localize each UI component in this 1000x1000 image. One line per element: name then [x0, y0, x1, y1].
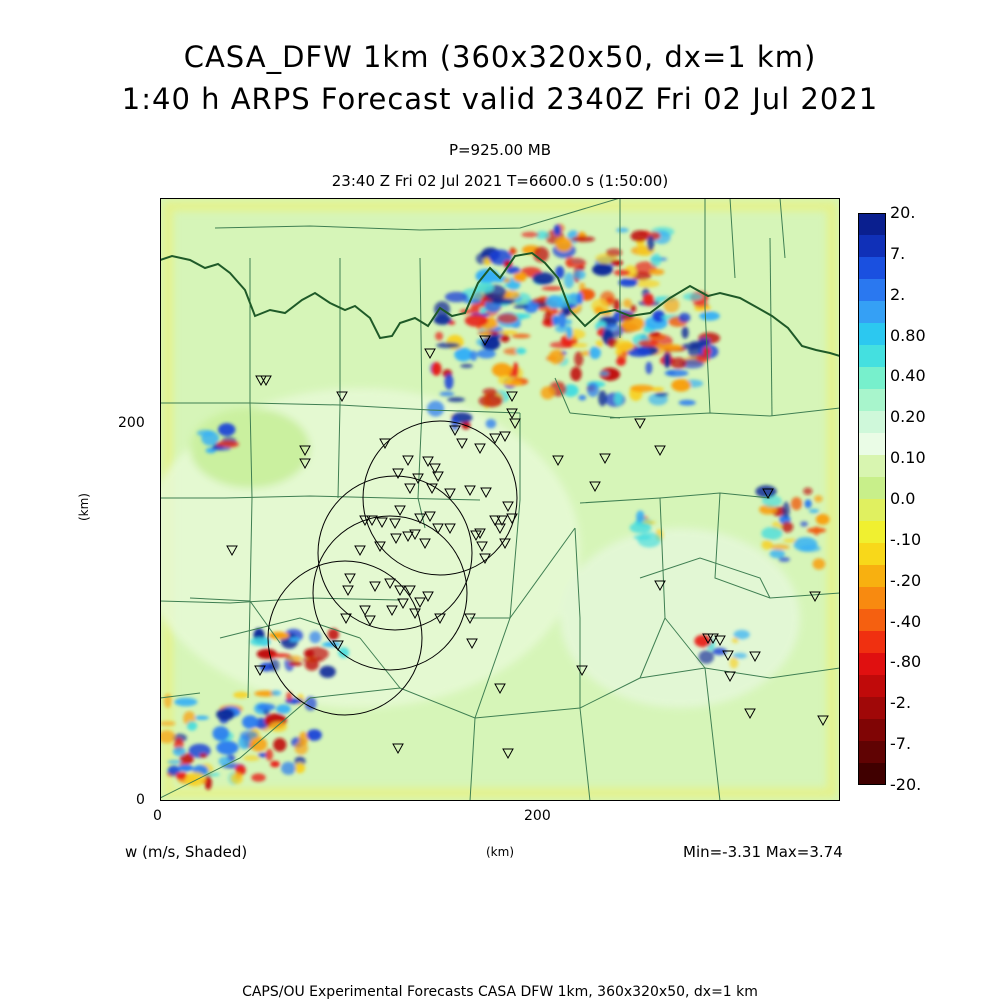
colorbar-swatch — [858, 323, 886, 346]
pressure-level: P=925.00 MB — [448, 141, 552, 159]
w-shading-cell — [500, 334, 509, 342]
w-shading-cell — [634, 535, 651, 540]
w-shading-cell — [655, 392, 669, 396]
w-shading-cell — [556, 237, 573, 252]
w-shading-cell — [577, 292, 583, 305]
w-shading-cell — [541, 386, 555, 399]
w-shading-cell — [614, 270, 630, 276]
w-shading-cell — [289, 661, 303, 666]
w-shading-cell — [762, 540, 773, 550]
w-shading-cell — [616, 228, 629, 233]
w-shading-cell — [460, 364, 473, 368]
w-shading-cell — [756, 485, 777, 497]
colorbar-swatch — [858, 455, 886, 478]
w-shading-cell — [440, 392, 455, 397]
w-shading-cell — [505, 293, 511, 298]
w-shading-cell — [434, 315, 452, 325]
w-shading-cell — [683, 293, 703, 301]
colorbar-label: -.80 — [890, 652, 922, 672]
colorbar-label: 0.20 — [890, 407, 926, 427]
w-shading-cell — [814, 495, 823, 502]
w-shading-cell — [289, 637, 300, 641]
colorbar-label: 2. — [890, 284, 906, 304]
w-shading-cell — [615, 341, 634, 352]
w-shading-cell — [216, 708, 234, 720]
w-shading-cell — [611, 260, 623, 266]
w-shading-cell — [164, 694, 172, 708]
w-shading-cell — [465, 314, 488, 326]
w-shading-cell — [513, 362, 519, 377]
y-tick-0: 0 — [136, 792, 145, 808]
w-shading-cell — [435, 332, 443, 341]
w-shading-cell — [571, 236, 595, 242]
colorbar-swatch — [858, 565, 886, 588]
colorbar-swatch — [858, 609, 886, 632]
w-shading-cell — [295, 763, 306, 773]
w-shading-cell — [782, 502, 790, 518]
colorbar-swatch — [858, 279, 886, 302]
colorbar-swatch — [858, 499, 886, 522]
w-shading-cell — [271, 653, 291, 657]
w-shading-cell — [803, 488, 812, 495]
w-shading-cell — [273, 738, 286, 752]
w-shading-cell — [306, 647, 329, 661]
w-shading-cell — [197, 430, 214, 437]
w-shading-cell — [309, 631, 321, 643]
w-shading-cell — [477, 349, 496, 358]
w-shading-cell — [643, 294, 654, 306]
w-shading-cell — [266, 749, 273, 761]
colorbar-label: -20. — [890, 775, 922, 794]
w-shading-cell — [598, 390, 607, 406]
w-shading-cell — [699, 311, 720, 320]
w-shading-cell — [242, 715, 258, 729]
colorbar-label: 0.40 — [890, 366, 926, 386]
w-shading-cell — [503, 278, 510, 283]
w-shading-cell — [550, 342, 573, 349]
colorbar-label: -.40 — [890, 611, 922, 631]
w-shading-cell — [445, 292, 468, 303]
colorbar-label: 7. — [890, 243, 906, 263]
w-shading-cell — [650, 269, 665, 275]
w-shading-cell — [305, 659, 319, 671]
colorbar-label: -7. — [890, 734, 912, 754]
w-shading-cell — [516, 348, 527, 355]
w-shading-cell — [770, 549, 785, 558]
w-shading-cell — [199, 753, 207, 758]
w-shading-cell — [268, 632, 289, 640]
w-shading-cell — [587, 382, 599, 397]
w-shading-cell — [663, 297, 679, 313]
w-shading-cell — [521, 232, 538, 238]
colorbar-label: 0.10 — [890, 448, 926, 468]
colorbar-swatch — [858, 543, 886, 566]
w-shading-cell — [566, 327, 572, 339]
w-shading-cell — [645, 362, 652, 375]
colorbar-label: 0.0 — [890, 489, 916, 508]
w-shading-cell — [483, 388, 498, 395]
w-shading-cell — [730, 657, 739, 668]
w-shading-cell — [250, 737, 267, 752]
w-shading-cell — [805, 499, 812, 508]
w-shading-cell — [699, 650, 714, 663]
valid-time: 23:40 Z Fri 02 Jul 2021 T=6600.0 s (1:50:00) — [331, 172, 669, 190]
w-shading-cell — [572, 343, 588, 348]
x-axis-label: (km) — [486, 845, 515, 859]
y-axis-label: (km) — [77, 492, 92, 522]
w-shading-cell — [167, 760, 182, 764]
w-shading-cell — [319, 666, 335, 678]
colorbar-swatch — [858, 367, 886, 390]
w-shading-cell — [649, 332, 660, 337]
w-shading-cell — [552, 315, 558, 326]
w-shading-cell — [800, 521, 808, 527]
w-shading-cell — [338, 647, 349, 658]
w-shading-cell — [592, 264, 613, 276]
w-shading-cell — [216, 741, 238, 755]
colorbar-swatch — [858, 257, 886, 280]
colorbar-swatch — [858, 213, 886, 236]
w-shading-cell — [694, 302, 709, 308]
w-shading-cell — [631, 230, 649, 241]
w-shading-cell — [623, 299, 632, 308]
w-shading-cell — [665, 370, 689, 377]
y-tick-200: 200 — [118, 415, 145, 431]
w-shading-cell — [809, 509, 819, 513]
w-shading-cell — [492, 363, 512, 377]
w-shading-cell — [813, 526, 820, 535]
w-shading-cell — [816, 514, 830, 525]
w-shading-cell — [664, 353, 671, 368]
colorbar-swatch — [858, 433, 886, 456]
title-line-2: 1:40 h ARPS Forecast valid 2340Z Fri 02 Jul 2021 — [121, 82, 879, 116]
colorbar-swatch — [858, 631, 886, 654]
w-shading-cell — [549, 350, 565, 364]
x-tick-200: 200 — [524, 808, 551, 824]
w-shading-cell — [636, 511, 645, 523]
w-shading-cell — [615, 350, 622, 354]
w-shading-cell — [636, 280, 660, 288]
colorbar-swatch — [858, 411, 886, 434]
colorbar-label: 0.80 — [890, 325, 926, 345]
w-shading-cell — [174, 698, 197, 707]
w-shading-cell — [436, 342, 460, 348]
w-shading-cell — [454, 348, 472, 362]
colorbar-swatch — [858, 653, 886, 676]
w-shading-cell — [791, 497, 802, 510]
w-shading-cell — [498, 375, 512, 384]
colorbar-label: -.10 — [890, 529, 922, 549]
w-shading-cell — [271, 690, 281, 696]
w-shading-cell — [479, 395, 503, 408]
w-shading-cell — [431, 362, 441, 376]
w-shading-cell — [781, 522, 793, 533]
w-shading-cell — [566, 319, 572, 325]
w-shading-cell — [670, 357, 686, 368]
w-shading-cell — [619, 278, 638, 286]
w-shading-cell — [630, 385, 654, 392]
min-max-readout: Min=-3.31 Max=3.74 — [683, 843, 843, 861]
w-shading-cell — [470, 351, 477, 362]
w-shading-cell — [650, 253, 661, 266]
w-shading-cell — [307, 729, 322, 741]
w-shading-cell — [800, 545, 821, 552]
colorbar-swatch — [858, 235, 886, 258]
w-shading-cell — [195, 716, 209, 720]
w-shading-cell — [219, 757, 231, 766]
w-shading-cell — [160, 721, 176, 726]
w-shading-cell — [565, 258, 586, 268]
w-shading-cell — [813, 558, 826, 569]
colorbar-swatch — [858, 719, 886, 742]
w-shading-cell — [596, 340, 603, 347]
w-shading-cell — [281, 762, 296, 775]
w-shading-cell — [178, 764, 193, 771]
colorbar-swatch — [858, 675, 886, 698]
w-shading-cell — [570, 367, 581, 382]
colorbar-swatch — [858, 477, 886, 500]
w-shading-cell — [564, 273, 574, 289]
w-shading-cell — [578, 395, 586, 401]
w-shading-cell — [671, 379, 691, 392]
w-shading-cell — [638, 340, 659, 347]
w-shading-cell — [679, 400, 696, 406]
colorbar-label: -2. — [890, 693, 912, 713]
w-shading-cell — [574, 270, 586, 280]
field-label: w (m/s, Shaded) — [125, 843, 248, 861]
colorbar-swatch — [858, 389, 886, 412]
w-shading-cell — [554, 225, 561, 236]
title-line-1: CASA_DFW 1km (360x320x50, dx=1 km) — [183, 40, 817, 74]
colorbar-swatch — [858, 741, 886, 764]
w-shading-cell — [173, 747, 186, 756]
w-shading-cell — [233, 692, 249, 699]
w-shading-cell — [498, 330, 518, 334]
w-shading-cell — [682, 327, 689, 339]
w-shading-cell — [614, 392, 622, 405]
w-shading-cell — [544, 311, 552, 325]
w-shading-cell — [599, 371, 609, 376]
w-shading-cell — [257, 703, 275, 710]
w-shading-cell — [509, 249, 517, 254]
w-shading-cell — [445, 374, 454, 390]
w-shading-cell — [295, 742, 308, 755]
colorbar-swatch — [858, 697, 886, 720]
w-shading-cell — [771, 544, 790, 550]
w-shading-cell — [497, 313, 518, 323]
w-shading-cell — [513, 272, 526, 282]
w-shading-cell — [251, 773, 265, 781]
w-shading-cell — [212, 726, 229, 741]
w-shading-cell — [187, 721, 197, 731]
w-shading-cell — [542, 286, 563, 291]
w-shading-cell — [532, 272, 554, 284]
colorbar-label: -.20 — [890, 570, 922, 590]
colorbar-swatch — [858, 587, 886, 610]
colorbar — [858, 213, 886, 785]
w-shading-cell — [218, 423, 235, 436]
w-shading-cell — [734, 630, 750, 639]
w-shading-cell — [211, 446, 231, 450]
w-shading-cell — [679, 313, 691, 323]
x-tick-0: 0 — [153, 808, 162, 824]
w-shading-cell — [276, 704, 291, 713]
colorbar-swatch — [858, 301, 886, 324]
w-shading-cell — [616, 357, 626, 366]
w-shading-cell — [630, 522, 652, 533]
w-shading-cell — [270, 761, 280, 768]
w-shading-cell — [486, 419, 497, 429]
w-shading-cell — [491, 298, 515, 304]
colorbar-swatch — [858, 345, 886, 368]
w-shading-cell — [447, 397, 465, 402]
footer-text: CAPS/OU Experimental Forecasts CASA DFW 1km, 360x320x50, dx=1 km — [242, 984, 758, 1000]
w-shading-cell — [761, 527, 782, 540]
w-shading-cell — [662, 344, 683, 350]
w-shading-cell — [779, 557, 791, 562]
forecast-map — [160, 198, 840, 801]
w-shading-cell — [589, 347, 601, 360]
w-shading-cell — [647, 236, 654, 252]
w-shading-cell — [546, 295, 564, 308]
colorbar-swatch — [858, 763, 886, 785]
w-shading-cell — [427, 401, 444, 417]
w-shading-cell — [514, 304, 529, 309]
w-shading-cell — [230, 773, 243, 785]
w-shading-cell — [250, 637, 270, 646]
colorbar-swatch — [858, 521, 886, 544]
colorbar-label: 20. — [890, 203, 916, 222]
w-shading-cell — [512, 334, 531, 339]
w-shading-cell — [243, 755, 260, 761]
